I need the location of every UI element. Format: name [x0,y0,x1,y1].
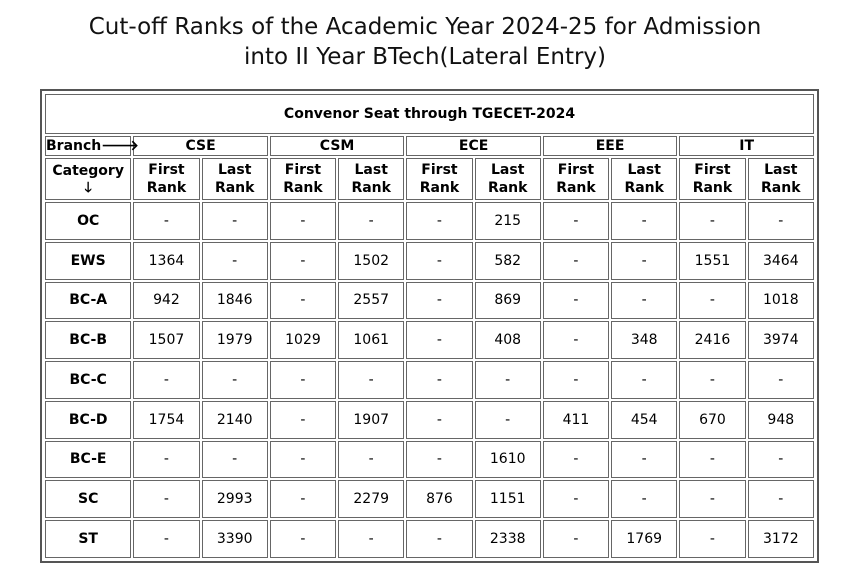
category-cell: ST [45,520,131,558]
category-header [45,158,131,200]
rank-cell: 876 [406,480,472,518]
last-label-line-2: Rank [214,180,255,196]
rank-cell: - [133,441,199,479]
first-label-line-2: Rank [692,180,733,196]
rank-cell: - [406,282,472,320]
rank-cell: - [202,361,268,399]
rank-cell: - [406,401,472,439]
branch-cse: CSE [133,136,268,156]
rank-cell: 454 [611,401,677,439]
rank-cell: 1979 [202,321,268,359]
rank-cell: - [543,242,609,280]
rank-cell: - [543,202,609,240]
rank-cell: - [748,202,814,240]
rank-cell: - [338,441,404,479]
rank-cell: - [543,480,609,518]
rank-cell: 2140 [202,401,268,439]
rank-cell: 670 [679,401,745,439]
first-label-line-2: Rank [283,180,323,196]
rank-cell: 1551 [679,242,745,280]
rank-cell: 2993 [202,480,268,518]
rank-cell: - [611,480,677,518]
category-cell: SC [45,480,131,518]
page-title [0,12,850,72]
rank-cell: - [270,242,336,280]
category-cell: BC-A [45,282,131,320]
category-header-label: Category [52,163,124,179]
table-row [45,480,814,518]
rank-cell: - [679,202,745,240]
rank-cell: 215 [475,202,541,240]
it-last-rank-header [748,158,814,200]
rank-cell: 3390 [202,520,268,558]
rank-cell: 1502 [338,242,404,280]
cutoff-table-frame [40,89,819,563]
rank-cell: 1907 [338,401,404,439]
rank-cell: - [748,441,814,479]
last-label-line-1: Last [491,162,525,178]
rank-cell: - [270,520,336,558]
rank-cell: - [270,361,336,399]
it-first-rank-header [679,158,745,200]
rank-cell: 948 [748,401,814,439]
ece-last-rank-header [475,158,541,200]
first-label-line-2: Rank [556,180,596,196]
rank-cell: 1029 [270,321,336,359]
rank-cell: - [270,401,336,439]
rank-cell: - [406,321,472,359]
rank-cell: - [748,480,814,518]
branch-csm: CSM [270,136,405,156]
rank-cell: - [338,520,404,558]
rank-cell: - [133,480,199,518]
first-label-line-2: Rank [146,180,187,196]
category-cell: OC [45,202,131,240]
rank-cell: - [270,282,336,320]
last-label-line-2: Rank [761,180,801,196]
rank-cell: - [611,202,677,240]
rank-cell: - [202,202,268,240]
last-label-line-2: Rank [487,180,528,196]
rank-cell: 411 [543,401,609,439]
rank-cell: - [133,520,199,558]
rank-cell: 2557 [338,282,404,320]
table-row [45,282,814,320]
last-label-line-1: Last [764,162,798,178]
first-label-line-1: First [284,162,322,178]
rank-cell: - [679,361,745,399]
cse-last-rank-header [202,158,268,200]
rank-cell: - [270,441,336,479]
rank-cell: 1769 [611,520,677,558]
rank-cell: - [133,202,199,240]
last-label-line-2: Rank [351,180,391,196]
rank-cell: 1610 [475,441,541,479]
rank-cell: 3974 [748,321,814,359]
rank-cell: 1018 [748,282,814,320]
last-label-line-1: Last [218,162,252,178]
rank-cell: 1364 [133,242,199,280]
branch-it: IT [679,136,814,156]
rank-cell: - [338,202,404,240]
rank-cell: - [679,520,745,558]
table-row [45,202,814,240]
table-row [45,361,814,399]
first-label-line-1: First [421,162,458,178]
first-label-line-1: First [557,162,595,178]
last-label-line-1: Last [354,162,388,178]
cse-first-rank-header [133,158,199,200]
rank-cell: - [543,321,609,359]
rank-cell: - [338,361,404,399]
rank-cell: 1151 [475,480,541,518]
branch-ece: ECE [406,136,541,156]
first-label-line-1: First [148,162,185,178]
category-cell: BC-B [45,321,131,359]
rank-cell: - [679,480,745,518]
first-label-line-2: Rank [419,180,460,196]
rank-cell: 3464 [748,242,814,280]
rank-cell: - [406,361,472,399]
rank-cell: - [543,441,609,479]
first-label-line-1: First [694,162,731,178]
category-cell: EWS [45,242,131,280]
rank-cell: - [611,242,677,280]
table-row [45,242,814,280]
eee-first-rank-header [543,158,609,200]
rank-cell: 582 [475,242,541,280]
rank-cell: - [406,242,472,280]
rank-cell: - [475,401,541,439]
rank-cell: - [679,282,745,320]
rank-cell: - [611,441,677,479]
rank-cell: - [202,441,268,479]
rank-cell: - [406,520,472,558]
rank-cell: 348 [611,321,677,359]
title-line-1: Cut-off Ranks of the Academic Year 2024-25 for Admission [88,14,762,40]
rank-cell: 3172 [748,520,814,558]
branch-eee: EEE [543,136,678,156]
eee-last-rank-header [611,158,677,200]
rank-cell: 2416 [679,321,745,359]
category-cell: BC-C [45,361,131,399]
rank-cell: 1846 [202,282,268,320]
table-row [45,321,814,359]
last-label-line-2: Rank [624,180,664,196]
rank-cell: - [406,441,472,479]
ece-first-rank-header [406,158,472,200]
rank-cell: - [543,282,609,320]
rank-cell: - [202,242,268,280]
rank-cell: - [543,520,609,558]
rank-cell: 942 [133,282,199,320]
rank-cell: - [270,480,336,518]
table-row [45,520,814,558]
rank-cell: - [679,441,745,479]
rank-cell: - [406,202,472,240]
csm-last-rank-header [338,158,404,200]
rank-cell: - [611,361,677,399]
rank-cell: - [748,361,814,399]
rank-cell: - [133,361,199,399]
rank-cell: 1754 [133,401,199,439]
rank-cell: 869 [475,282,541,320]
category-cell: BC-D [45,401,131,439]
branch-header: Branch🡒 [46,138,139,154]
category-cell: BC-E [45,441,131,479]
title-line-2: into II Year BTech(Lateral Entry) [243,44,606,70]
rank-cell: - [611,282,677,320]
rank-cell: 2338 [475,520,541,558]
table-row [45,401,814,439]
rank-cell: 1507 [133,321,199,359]
rank-cell: - [270,202,336,240]
rank-cell: 2279 [338,480,404,518]
rank-cell: 408 [475,321,541,359]
last-label-line-1: Last [627,162,661,178]
table-row [45,441,814,479]
rank-cell: - [475,361,541,399]
rank-cell: - [543,361,609,399]
cutoff-table [43,92,816,560]
arrow-down-icon: 🡓 [84,180,92,196]
table-caption: Convenor Seat through TGECET-2024 [45,94,814,134]
csm-first-rank-header [270,158,336,200]
rank-cell: 1061 [338,321,404,359]
